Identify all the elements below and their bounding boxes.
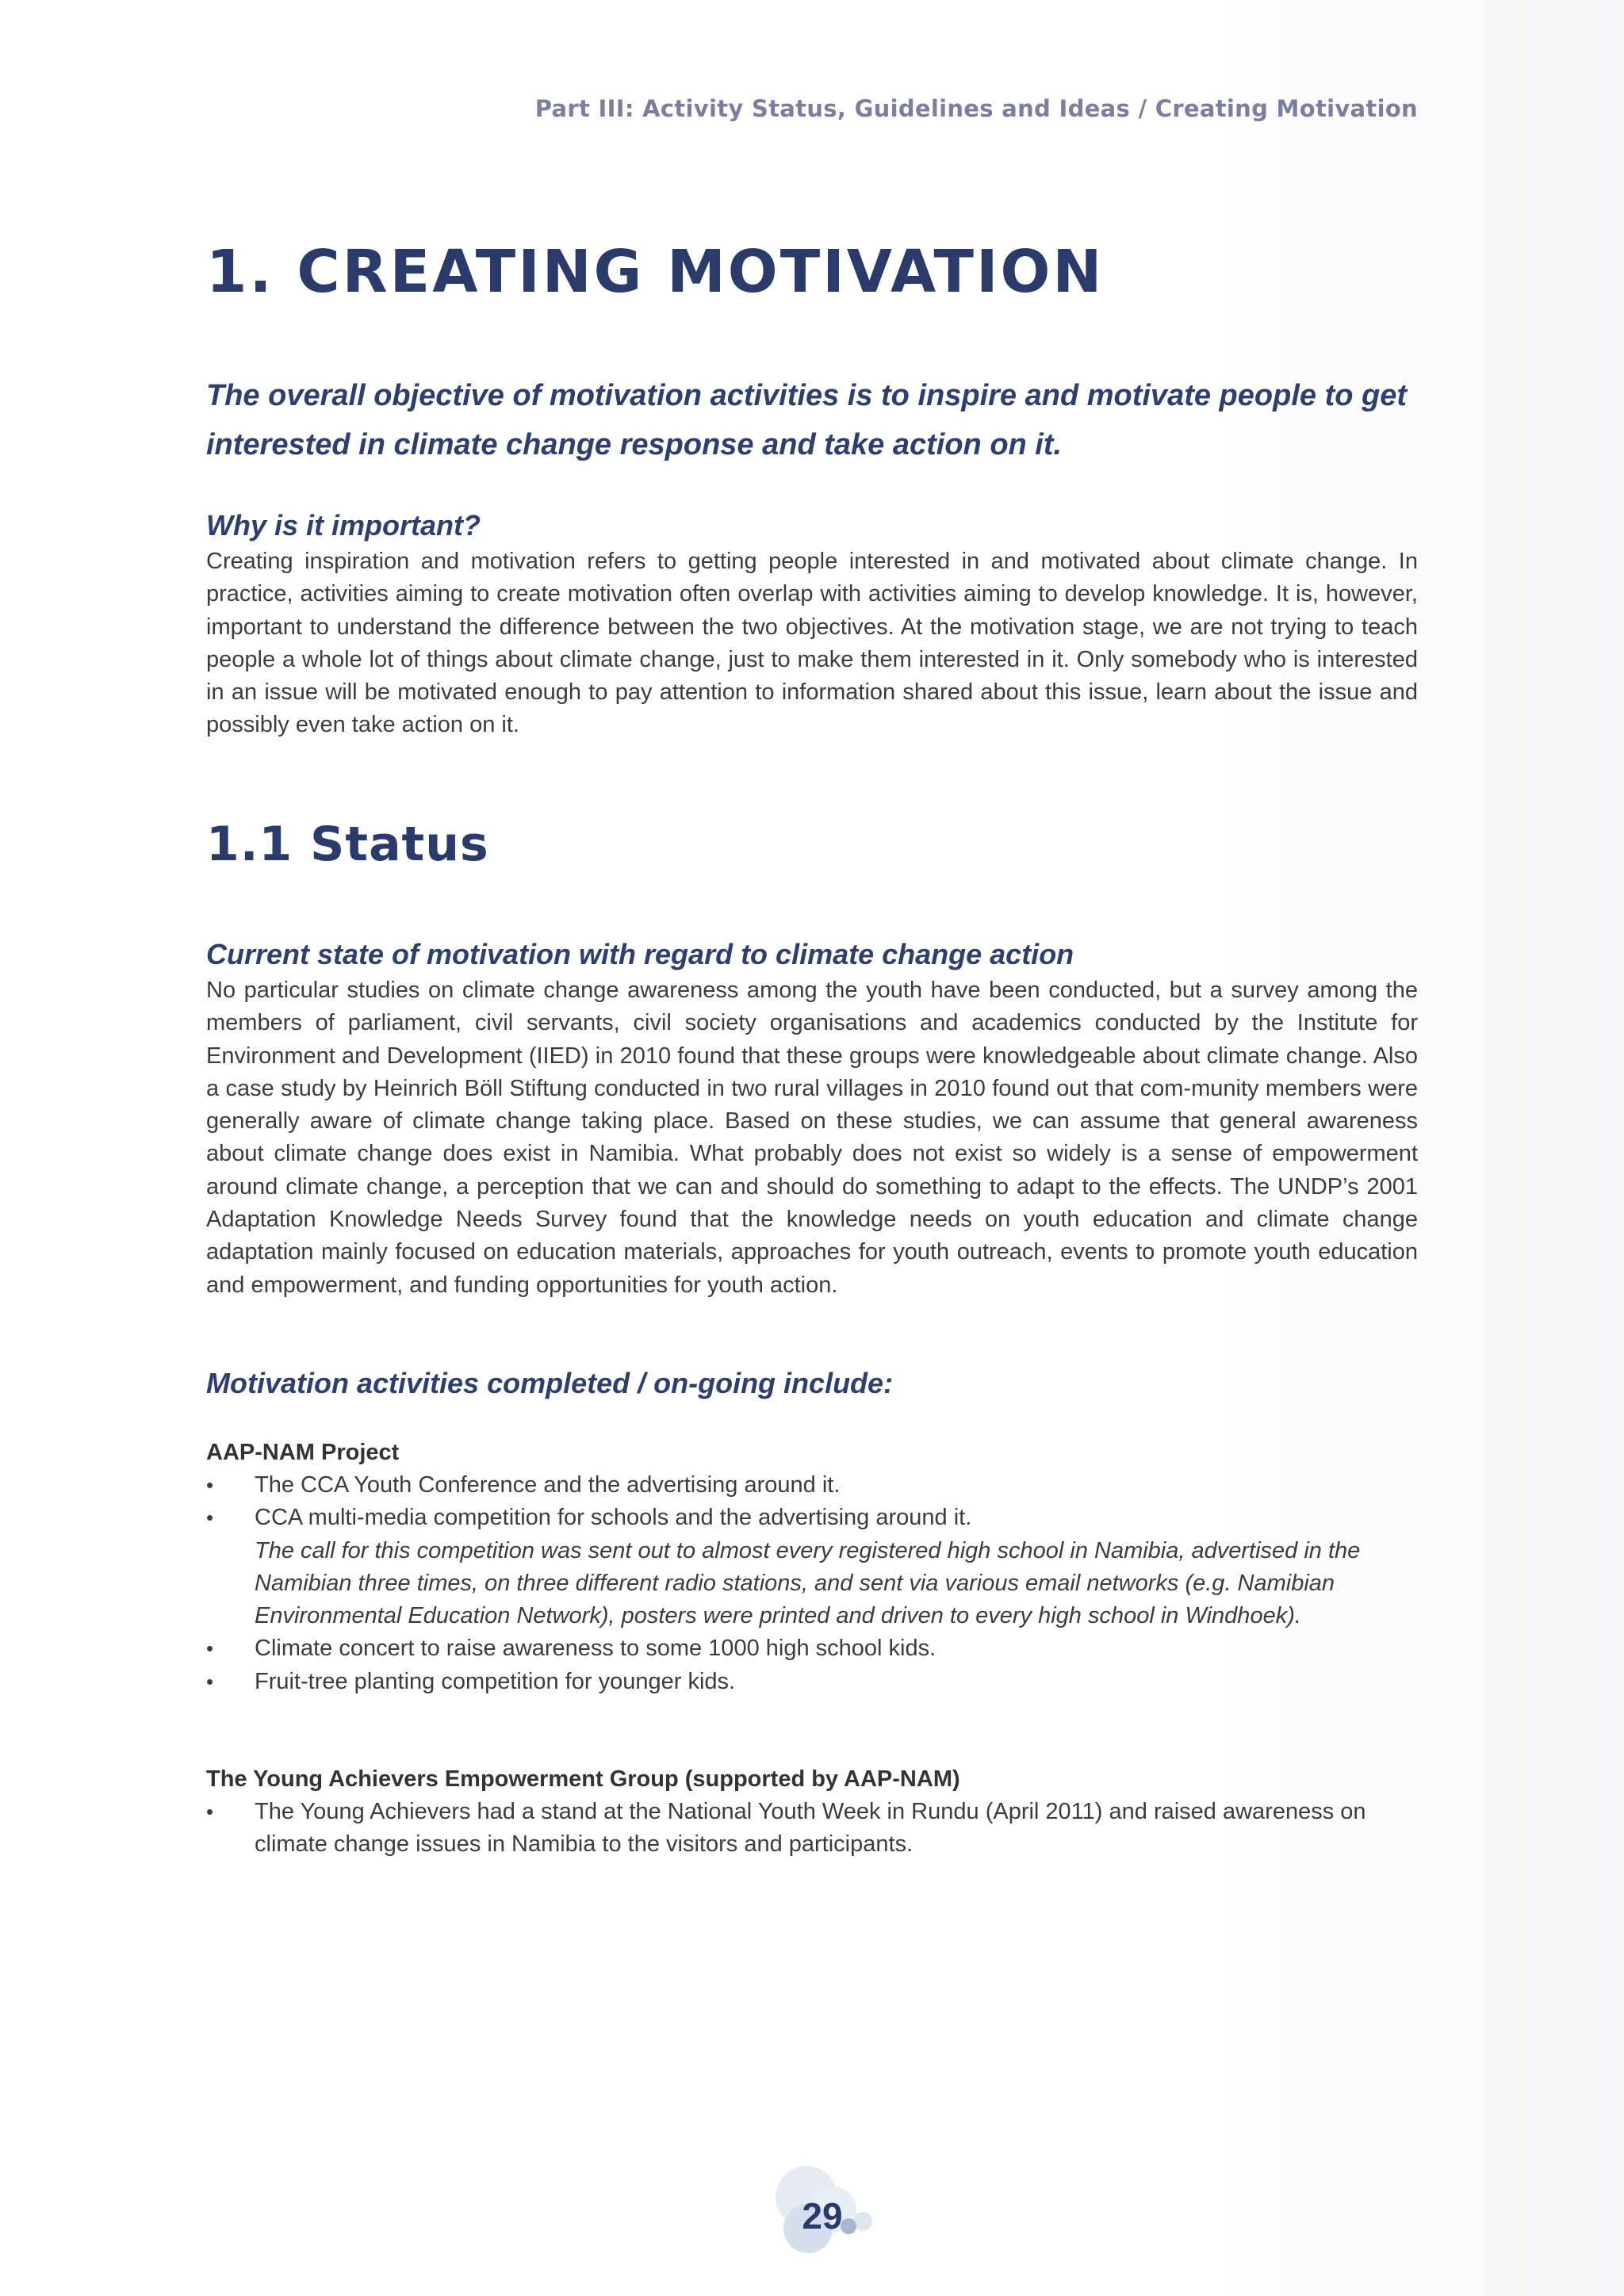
why-important-body: Creating inspiration and motivation refers to getting people interested in and motivated about climate change. In practice, activities aiming to create motivation often overlap with activities aiming to develop knowledge. It is, however, important to understand the difference between the two objectives. At the motivation stage, we are not trying to teach people a whole lot of things about climate change, just to make them interested in it. Only somebody who is interested in an issue will be motivated enough to pay attention to information shared about this issue, learn about the issue and possibly even take action on it. — [206, 549, 1418, 738]
current-state-body: No particular studies on climate change awareness among the youth have been conducted, but a survey among the members of parliament, civil servants, civil society organisations and academics conducted by the Institute for Environment and Development (IIED) in 2010 found that these groups were knowledgeable about climate change. Also a case study by Heinrich Böll Stiftung conducted in two rural villages in 2010 found out that com-munity members were generally aware of climate change taking place. Based on these studies, we can assume that general awareness about climate change does exist in Namibia. What probably does not exist so widely is a sense of empowerment around climate change, a perception that we can and should do something to adapt to the effects. The UNDP’s 2001 Adaptation Knowledge Needs Survey found that the knowledge needs on youth education and climate change adaptation mainly focused on education materials, approaches for youth outreach, events to promote youth education and empowerment, and funding opportunities for youth action. — [206, 978, 1418, 1298]
why-important-section — [206, 509, 1418, 742]
page-number-badge — [771, 2163, 890, 2266]
bullet-icon: • — [206, 1636, 214, 1661]
current-state-section — [206, 938, 1418, 1302]
bullet-icon: • — [206, 1669, 214, 1693]
list-item-text: The Young Achievers had a stand at the National Youth Week in Rundu (April 2011) and raised awareness on climate change issues in Namibia to the visitors and participants. — [255, 1799, 1366, 1858]
group-title: The Young Achievers Empowerment Group (supported by AAP-NAM) — [206, 1766, 960, 1792]
running-header: Part III: Activity Status, Guidelines and Ideas / Creating Motivation — [534, 95, 1418, 122]
list-item — [206, 1796, 1418, 1862]
bullet-icon: • — [206, 1473, 214, 1497]
chapter-title: 1. CREATING MOTIVATION — [206, 238, 1105, 306]
current-state-heading: Current state of motivation with regard to climate change action — [206, 938, 1074, 970]
list-item-text: Fruit-tree planting competition for younger kids. — [255, 1668, 736, 1694]
list-item-text: CCA multi-media competition for schools and the advertising around it. — [255, 1505, 972, 1531]
aap-nam-group — [206, 1437, 1418, 1698]
bullet-list — [206, 1796, 1418, 1862]
status-heading: 1.1 Status — [206, 817, 489, 872]
list-item-note: The call for this competition was sent out to almost every registered high school in Namibia, advertised in the Namibian three times, on three different radio stations, and sent via various email networks (e.g. Namibian Environmental Education Network), posters were printed and driven to every high school in Windhoek). — [255, 1537, 1361, 1629]
bullet-icon: • — [206, 1506, 214, 1530]
page-number: 29 — [802, 2195, 843, 2237]
bullet-icon: • — [206, 1800, 214, 1823]
group-title: AAP-NAM Project — [206, 1440, 400, 1465]
list-item — [206, 1469, 1418, 1502]
bullet-list — [206, 1469, 1418, 1698]
list-item-text: Climate concert to raise awareness to some 1000 high school kids. — [255, 1636, 936, 1662]
activities-heading: Motivation activities completed / on-going include: — [206, 1367, 894, 1399]
lead-paragraph: The overall objective of motivation activities is to inspire and motivate people to get interested in climate change response and take action on it. — [206, 379, 1407, 461]
list-item-text: The CCA Youth Conference and the advertising around it. — [255, 1472, 841, 1498]
why-important-heading: Why is it important? — [206, 509, 481, 541]
young-achievers-group — [206, 1763, 1418, 1862]
activities-section — [206, 1367, 1418, 1400]
list-item — [206, 1632, 1418, 1665]
list-item — [206, 1502, 1418, 1632]
list-item — [206, 1666, 1418, 1698]
